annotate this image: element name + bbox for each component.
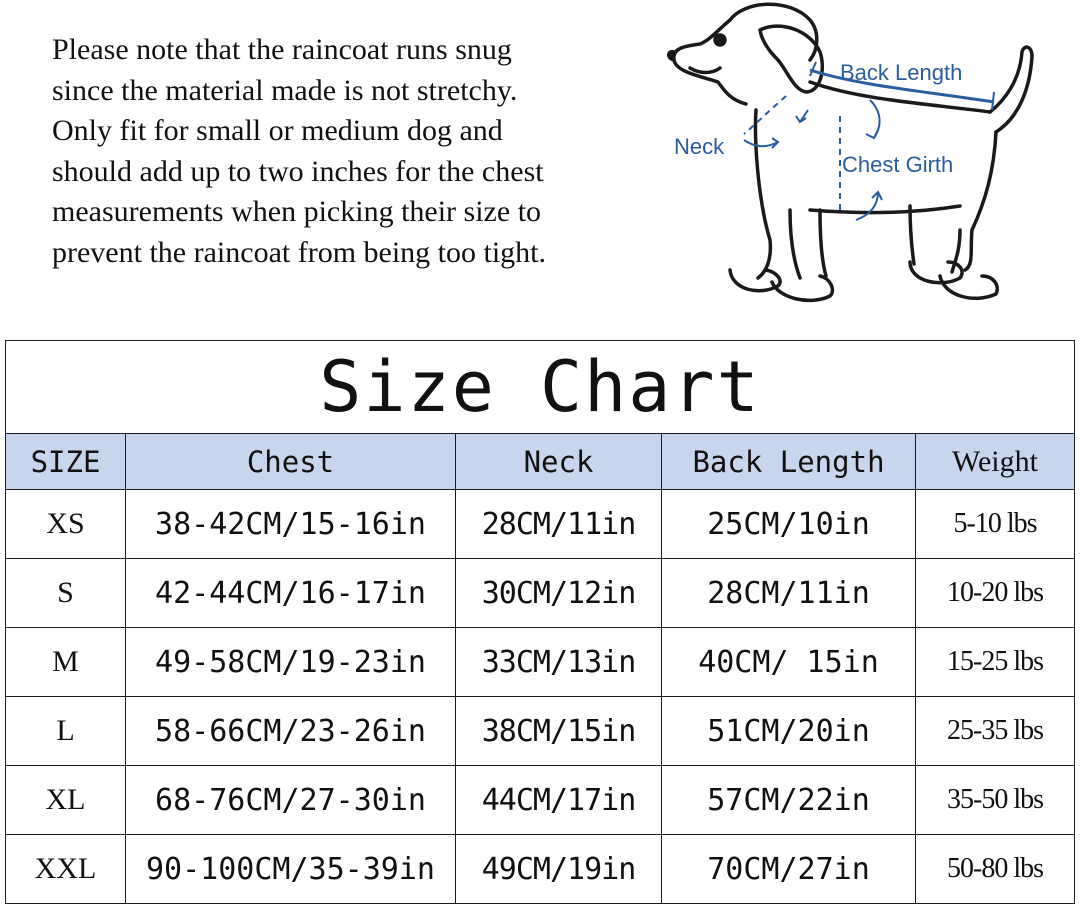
back-length-cell: 40CM/ 15in [662,628,916,697]
size-cell: XXL [6,835,126,904]
table-row [6,766,1075,835]
note-line: should add up to two inches for the chest [52,154,544,188]
weight-cell: 10-20 lbs [916,559,1075,628]
column-header-neck: Neck [456,434,662,490]
neck-cell: 49CM/19in [456,835,662,904]
note-line: since the material made is not stretchy. [52,73,518,107]
back-length-cell: 70CM/27in [662,835,916,904]
note-line: Please note that the raincoat runs snug [52,33,512,66]
weight-cell: 35-50 lbs [916,766,1075,835]
neck-label: Neck [674,134,725,159]
neck-cell: 44CM/17in [456,766,662,835]
weight-cell: 25-35 lbs [916,697,1075,766]
back-length-cell: 25CM/10in [662,490,916,559]
note-line: measurements when picking their size to [52,195,542,228]
neck-cell: 33CM/13in [456,628,662,697]
table-row [6,835,1075,904]
chest-cell: 49-58CM/19-23in [126,628,456,697]
chest-girth-label: Chest Girth [842,152,954,177]
size-cell: M [6,628,126,697]
back-length-label: Back Length [840,60,963,85]
table-title: Size Chart [6,341,1075,434]
column-header-back-length: Back Length [662,434,916,490]
chest-cell: 58-66CM/23-26in [126,697,456,766]
size-cell: XS [6,490,126,559]
size-cell: XL [6,766,126,835]
dog-measurement-diagram [660,0,1080,330]
column-header-size: SIZE [6,434,126,490]
neck-cell: 28CM/11in [456,490,662,559]
chest-cell: 68-76CM/27-30in [126,766,456,835]
size-cell: L [6,697,126,766]
size-cell: S [6,559,126,628]
header-row [6,434,1075,490]
table-row [6,628,1075,697]
neck-cell: 38CM/15in [456,697,662,766]
back-length-cell: 51CM/20in [662,697,916,766]
column-header-weight: Weight [916,434,1075,490]
weight-cell: 15-25 lbs [916,628,1075,697]
fit-note [52,30,652,273]
size-chart-table [5,340,1075,904]
column-header-chest: Chest [126,434,456,490]
back-length-cell: 57CM/22in [662,766,916,835]
weight-cell: 50-80 lbs [916,835,1075,904]
chest-cell: 90-100CM/35-39in [126,835,456,904]
table-row [6,490,1075,559]
note-line: Only fit for small or medium dog and [52,114,503,147]
weight-cell: 5-10 lbs [916,490,1075,559]
table-row [6,559,1075,628]
chest-cell: 38-42CM/15-16in [126,490,456,559]
chest-cell: 42-44CM/16-17in [126,559,456,628]
note-line: prevent the raincoat from being too tight. [52,235,547,269]
table-row [6,697,1075,766]
back-length-cell: 28CM/11in [662,559,916,628]
neck-cell: 30CM/12in [456,559,662,628]
